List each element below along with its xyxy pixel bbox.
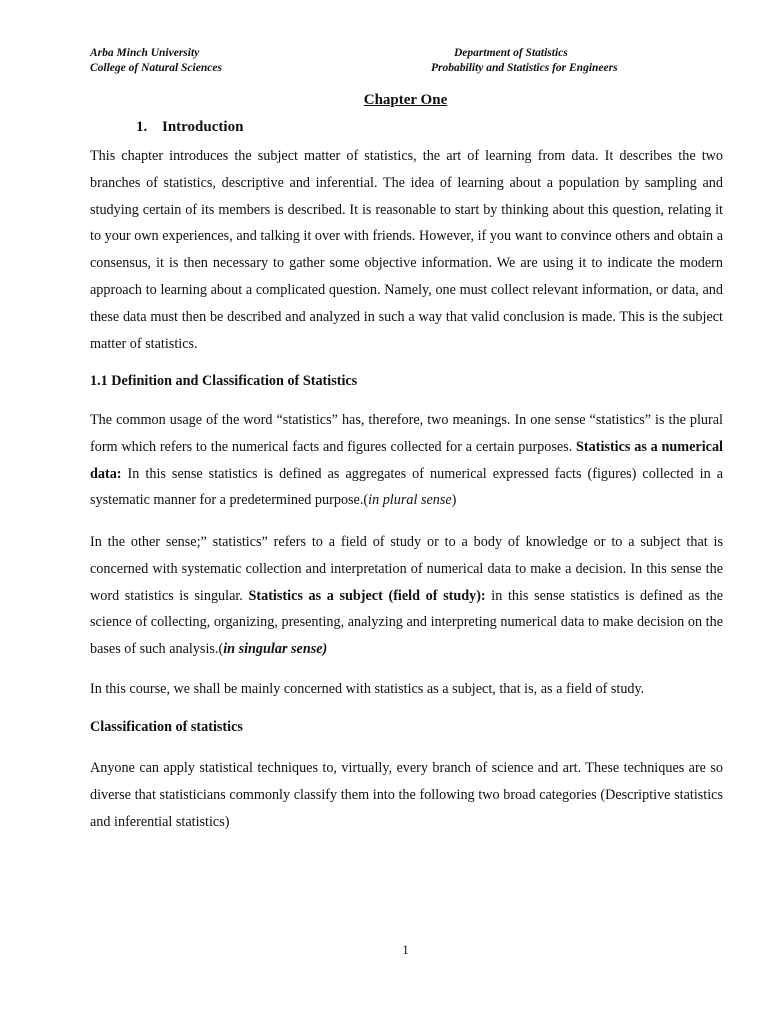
plural-sense-note: in plural sense — [368, 492, 452, 509]
introduction-heading — [136, 119, 243, 136]
department-name: Department of Statistics — [454, 47, 568, 59]
header-left — [90, 46, 222, 76]
plural-text-b: In this sense statistics is defined as aggregates of numerical expressed facts (figures) collected in a systematic manner for a predetermined purpose.( — [90, 465, 723, 509]
college-name: College of Natural Sciences — [90, 62, 222, 74]
plural-definition-term: Statistics as a numerical data: — [90, 438, 723, 482]
classification-paragraph: Anyone can apply statistical techniques to, virtually, every branch of science and art. These techniques are so diverse that statisticians commonly classify them into the following two broad categories (Descriptive statistics and inferential statistics) — [90, 760, 723, 830]
definition-paragraph-plural — [90, 407, 723, 514]
course-focus-paragraph: In this course, we shall be mainly concerned with statistics as a subject, that is, as a field of study. — [90, 681, 645, 697]
course-name: Probability and Statistics for Engineers — [431, 62, 618, 74]
introduction-number: 1. — [136, 119, 148, 135]
introduction-paragraph: This chapter introduces the subject matter of statistics, the art of learning from data. It describes the two branches of statistics, descriptive and inferential. The idea of learning about a population by sampling and studying certain of its members is described. It is reasonable to start by thinking about this question, relating it to your own experiences, and talking it over with friends. However, if you want to convince others and obtain a consensus, it is then necessary to gather some objective information. We are using it to indicate the modern approach to learning about a complicated question. Namely, one must collect relevant information, or data, and these data must then be described and analyzed in such a way that valid conclusion is made. This is the subject matter of statistics. — [90, 148, 723, 352]
singular-text-b: in this sense statistics is defined as the science of collecting, organizing, presenting, analyzing and interpreting numerical data to make decision on the bases of such analysis.( — [90, 587, 723, 658]
section-1-1-heading: 1.1 Definition and Classification of Statistics — [90, 373, 358, 389]
plural-text-a: The common usage of the word “statistics” has, therefore, two meanings. In one sense “statistics” is the plural form which refers to the numerical facts and figures collected for a certain purposes. — [90, 412, 723, 455]
plural-text-c: ) — [451, 492, 457, 509]
header-right — [431, 46, 618, 76]
singular-definition-term: Statistics as a subject (field of study): — [248, 587, 486, 604]
university-name: Arba Minch University — [90, 47, 200, 59]
classification-heading: Classification of statistics — [90, 719, 243, 735]
chapter-title: Chapter One — [363, 92, 448, 108]
page-number: 1 — [402, 943, 409, 957]
introduction-title: Introduction — [162, 119, 244, 135]
singular-text-a: In the other sense;” statistics” refers to a field of study or to a body of knowledge or to a subject that is concerned with systematic collection and interpretation of numerical data to make a decision. In this sense the word statistics is singular. — [90, 534, 723, 604]
definition-paragraph-singular — [90, 529, 723, 663]
singular-sense-note: in singular sense) — [223, 641, 328, 658]
